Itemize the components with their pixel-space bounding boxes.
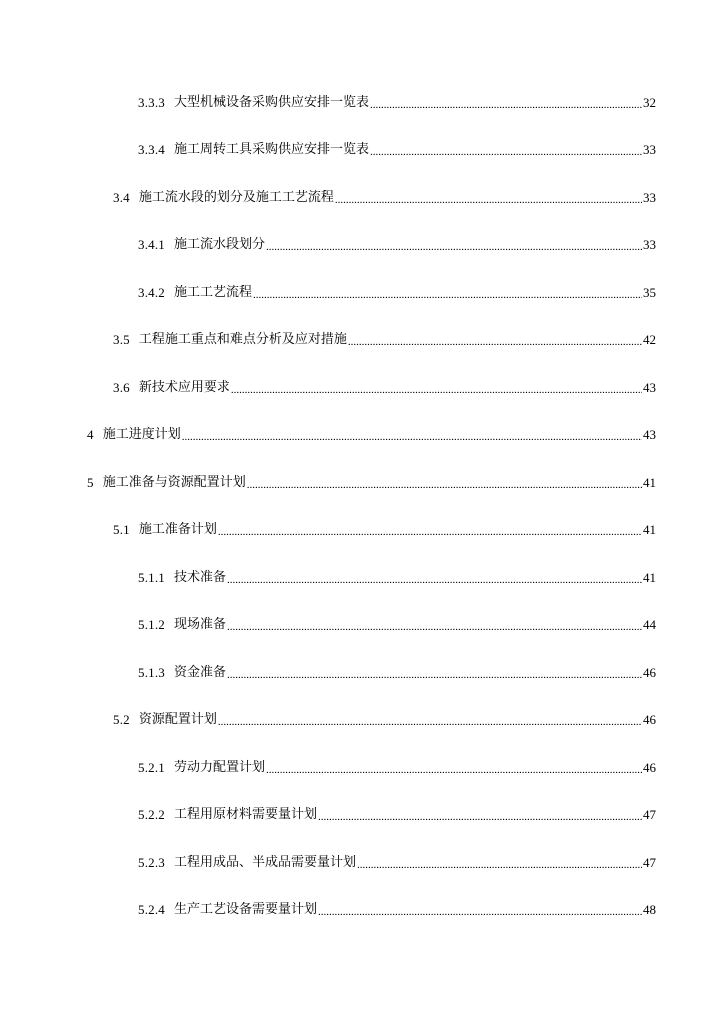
toc-entry-page: 41 [643,522,656,537]
toc-entry-page: 46 [643,712,656,727]
toc-dot-leader [266,234,642,256]
toc-entry[interactable] [138,757,656,779]
toc-entry-page: 48 [643,902,656,917]
toc-entry[interactable] [113,377,656,399]
toc-entry-number: 5.1.3 [138,665,165,680]
toc-entry-title: 施工流水段的划分及施工工艺流程 [138,190,334,205]
toc-entry-page: 43 [643,427,656,442]
toc-dot-leader [253,282,642,304]
toc-entry[interactable] [138,92,656,114]
toc-entry[interactable] [113,519,656,541]
toc-entry[interactable] [138,567,656,589]
toc-dot-leader [335,187,642,209]
toc-entry-page: 33 [643,190,656,205]
toc-entry-page: 41 [643,475,656,490]
toc-entry-title: 大型机械设备采购供应安排一览表 [174,95,370,110]
toc-entry[interactable] [138,804,656,826]
toc-entry-number: 5.1.1 [138,570,165,585]
toc-entry-number: 3.4 [113,190,130,205]
toc-entry[interactable] [113,329,656,351]
toc-entry[interactable] [113,187,656,209]
toc-entry-number: 3.4.1 [138,237,165,252]
toc-entry-number: 5.2.4 [138,902,165,917]
toc-entry-title: 施工准备计划 [138,522,217,537]
toc-entry[interactable] [138,852,656,874]
toc-dot-leader [357,852,642,874]
toc-entry-page: 46 [643,665,656,680]
toc-entry-title: 施工准备与资源配置计划 [102,475,246,490]
toc-entry-number: 5.1 [113,522,130,537]
toc-entry-page: 43 [643,380,656,395]
toc-entry-number: 5.2.2 [138,807,165,822]
toc-entry-page: 47 [643,807,656,822]
toc-dot-leader [370,92,642,114]
toc-entry[interactable] [138,139,656,161]
toc-dot-leader [227,567,642,589]
toc-entry-number: 5.2.1 [138,760,165,775]
toc-dot-leader [218,709,642,731]
toc-entry-page: 33 [643,142,656,157]
toc-entry-page: 46 [643,760,656,775]
toc-entry-title: 资源配置计划 [138,712,217,727]
toc-entry-page: 44 [643,617,656,632]
toc-entry-page: 42 [643,332,656,347]
toc-dot-leader [247,472,642,494]
toc-entry-number: 3.3.4 [138,142,165,157]
toc-dot-leader [266,757,642,779]
toc-entry-title: 工程施工重点和难点分析及应对措施 [138,332,347,347]
toc-entry-number: 3.4.2 [138,285,165,300]
toc-entry-number: 5 [87,475,94,490]
toc-entry-title: 新技术应用要求 [138,380,230,395]
toc-entry-page: 32 [643,95,656,110]
toc-entry-title: 劳动力配置计划 [174,760,266,775]
toc-entry-title: 资金准备 [174,665,227,680]
toc-dot-leader [318,804,642,826]
toc-entry-number: 5.1.2 [138,617,165,632]
toc-dot-leader [218,519,642,541]
toc-entry[interactable] [138,614,656,636]
toc-entry-title: 工程用成品、半成品需要量计划 [174,855,357,870]
toc-entry-page: 33 [643,237,656,252]
toc-dot-leader [227,614,642,636]
toc-dot-leader [318,899,642,921]
toc-entry-page: 41 [643,570,656,585]
toc-entry-page: 35 [643,285,656,300]
toc-entry[interactable] [87,424,656,446]
toc-dot-leader [231,377,642,399]
toc-entry[interactable] [138,899,656,921]
toc-entry-title: 施工流水段划分 [174,237,266,252]
toc-entry-number: 3.6 [113,380,130,395]
toc-entry-title: 技术准备 [174,570,227,585]
toc-dot-leader [182,424,642,446]
toc-entry-title: 施工周转工具采购供应安排一览表 [174,142,370,157]
toc-entry-page: 47 [643,855,656,870]
toc-entry-number: 4 [87,427,94,442]
toc-entry-title: 现场准备 [174,617,227,632]
toc-entry-number: 5.2.3 [138,855,165,870]
toc-dot-leader [348,329,642,351]
toc-entry[interactable] [113,709,656,731]
toc-entry-title: 施工工艺流程 [174,285,253,300]
toc-entry[interactable] [138,662,656,684]
toc-dot-leader [227,662,642,684]
toc-entry-number: 5.2 [113,712,130,727]
toc-entry[interactable] [138,234,656,256]
toc-entry-number: 3.5 [113,332,130,347]
toc-entry-title: 施工进度计划 [102,427,181,442]
toc-entry-title: 生产工艺设备需要量计划 [174,902,318,917]
toc-dot-leader [370,139,642,161]
toc-entry-number: 3.3.3 [138,95,165,110]
toc-entry[interactable] [87,472,656,494]
toc-entry-title: 工程用原材料需要量计划 [174,807,318,822]
toc-entry[interactable] [138,282,656,304]
